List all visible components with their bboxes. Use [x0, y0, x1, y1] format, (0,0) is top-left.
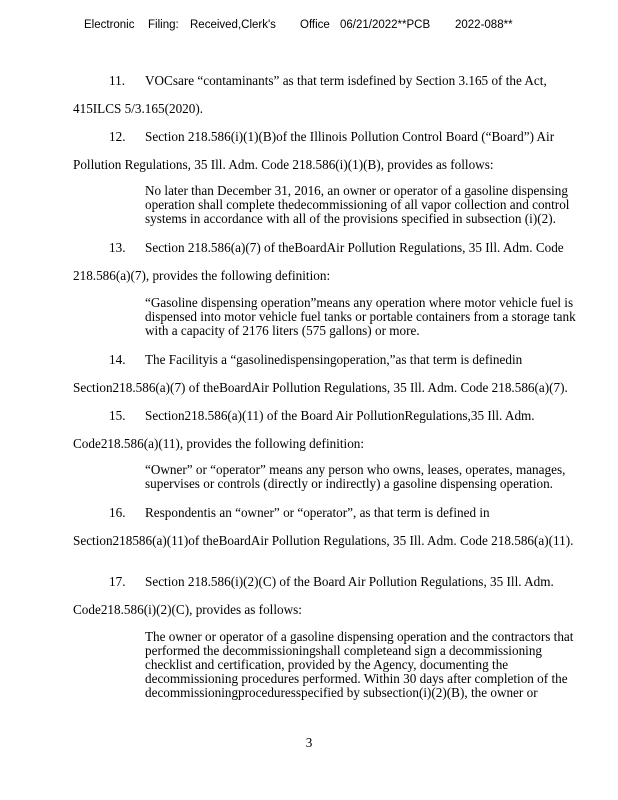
paragraph-text: Code218.586(i)(2)(C), provides as follows:	[73, 602, 302, 617]
header-filing: Filing:	[148, 19, 179, 31]
block-quote: “Owner” or “operator” means any person who owns, leases, operates, manages, supervises or controls (directly or indirectly) a gasoline dispensing operation.	[145, 462, 566, 491]
paragraph-text: Section218586(a)(11)of theBoardAir Pollution Regulations, 35 Ill. Adm. Code 218.586(a)(11).	[73, 533, 574, 548]
paragraph-text: VOCsare “contaminants” as that term isdefined by Section 3.165 of the Act,	[145, 73, 547, 88]
paragraph-number: 13.	[109, 240, 126, 255]
paragraph-text: Respondentis an “owner” or “operator”, as that term is defined in	[145, 505, 490, 520]
paragraph-text: 415ILCS 5/3.165(2020).	[73, 101, 204, 116]
paragraph-text: Code218.586(a)(11), provides the following definition:	[73, 436, 365, 451]
paragraph-number: 14.	[109, 352, 126, 367]
paragraph-number: 12.	[109, 129, 126, 144]
efiling-header	[84, 19, 604, 35]
header-docket: 2022-088**	[455, 19, 513, 31]
paragraph-text: Section218.586(a)(11) of the Board Air PollutionRegulations,35 Ill. Adm.	[145, 408, 535, 423]
paragraph-text: 218.586(a)(7), provides the following definition:	[73, 268, 331, 283]
block-quote: No later than December 31, 2016, an owner or operator of a gasoline dispensing operation shall complete thedecommissioning of all vapor collection and control systems in accordance with all of the provisions specified in subsection (i)(2).	[145, 183, 570, 226]
paragraph-text: Section 218.586(i)(2)(C) of the Board Air Pollution Regulations, 35 Ill. Adm.	[145, 574, 554, 589]
paragraph-number: 15.	[109, 408, 126, 423]
header-date: 06/21/2022**PCB	[340, 19, 431, 31]
header-received: Received,Clerk's	[190, 19, 276, 31]
paragraph-text: Pollution Regulations, 35 Ill. Adm. Code 218.586(i)(1)(B), provides as follows:	[73, 157, 494, 172]
paragraph-number: 11.	[109, 73, 125, 88]
header-electronic: Electronic	[84, 19, 135, 31]
paragraph-text: The Facilityis a “gasolinedispensingoperation,”as that term is definedin	[145, 352, 523, 367]
paragraph-text: Section218.586(a)(7) of theBoardAir Pollution Regulations, 35 Ill. Adm. Code 218.586(a)(7).	[73, 380, 568, 395]
paragraph-number: 17.	[109, 574, 126, 589]
header-office: Office	[300, 19, 330, 31]
paragraph-text: Section 218.586(i)(1)(B)of the Illinois Pollution Control Board (“Board”) Air	[145, 129, 555, 144]
block-quote: “Gasoline dispensing operation”means any operation where motor vehicle fuel is dispensed into motor vehicle fuel tanks or portable containers from a storage tank with a capacity of 2176 liters (575 gallons) or more.	[145, 295, 576, 338]
page-number: 3	[305, 735, 313, 750]
block-quote: The owner or operator of a gasoline dispensing operation and the contractors that performed the decommissioningshall completeand sign a decommissioning checklist and certification, provided by the Agency, documenting the decommissioning procedures performed. Within 30 days after completion of the decommissioningproceduresspecified by subsection(i)(2)(B), the owner or	[145, 629, 574, 700]
paragraph-text: Section 218.586(a)(7) of theBoardAir Pollution Regulations, 35 Ill. Adm. Code	[145, 240, 564, 255]
paragraph-number: 16.	[109, 505, 126, 520]
